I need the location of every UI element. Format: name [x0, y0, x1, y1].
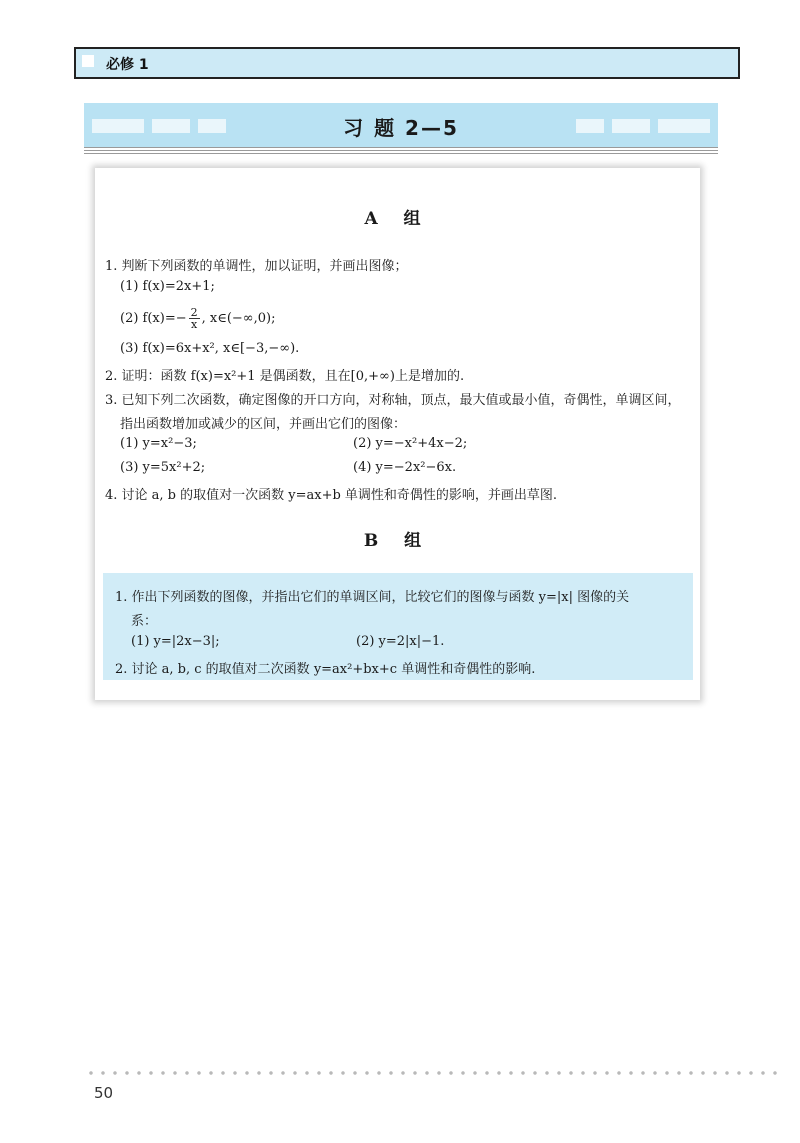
- question-a3-stem-line1: 3. 已知下列二次函数，确定图像的开口方向，对称轴，顶点，最大值或最小值，奇偶性，单调区间，: [105, 393, 681, 408]
- question-a1-part2: [120, 307, 276, 330]
- group-b-panel: [103, 573, 693, 680]
- question-a3-stem-line2: 指出函数增加或减少的区间，并画出它们的图像：: [120, 417, 407, 432]
- question-a3-part1: (1) y=x²−3;: [120, 436, 197, 451]
- footer-dotted-line: [85, 1071, 785, 1075]
- question-a1-part1: (1) f(x)=2x+1;: [120, 279, 215, 294]
- fraction-numerator: 2: [190, 306, 198, 319]
- question-b1-part2: (2) y=2|x|−1.: [356, 634, 445, 649]
- question-b1-part1: (1) y=|2x−3|;: [131, 634, 220, 649]
- question-a3-part2: (2) y=−x²+4x−2;: [353, 436, 468, 451]
- question-a2: 2. 证明：函数 f(x)=x²+1 是偶函数，且在[0,+∞)上是增加的.: [105, 369, 465, 384]
- question-b2: 2. 讨论 a, b, c 的取值对二次函数 y=ax²+bx+c 单调性和奇偶性的影响.: [115, 662, 536, 677]
- question-a1-stem: 1. 判断下列函数的单调性，加以证明，并画出图像；: [105, 259, 408, 274]
- exercise-title-bar: [84, 103, 718, 147]
- group-b-title: B 组: [363, 531, 432, 551]
- chapter-header: [74, 47, 740, 79]
- fraction-denominator: x: [191, 318, 198, 331]
- page-number: 50: [94, 1084, 114, 1102]
- exercise-title: 习 题 2—5: [343, 116, 459, 140]
- question-b1-line2: 系：: [131, 614, 158, 629]
- group-a-title: A 组: [364, 209, 431, 229]
- question-a3-part4: (4) y=−2x²−6x.: [353, 460, 457, 475]
- question-a1-part2-suffix: , x∈(−∞,0);: [201, 311, 276, 326]
- question-a1-part2-prefix: (2) f(x)=−: [120, 311, 187, 326]
- question-a3-part3: (3) y=5x²+2;: [120, 460, 206, 475]
- title-underline-stripes: [84, 147, 718, 156]
- question-a4: 4. 讨论 a, b 的取值对一次函数 y=ax+b 单调性和奇偶性的影响，并画出草图.: [105, 488, 558, 503]
- question-a1-part3: (3) f(x)=6x+x², x∈[−3,−∞).: [120, 341, 300, 356]
- exercise-card: [95, 168, 700, 700]
- fraction: [189, 307, 200, 330]
- chapter-label: 必修 1: [106, 57, 149, 73]
- header-square-icon: [82, 55, 94, 67]
- question-b1-line1: 1. 作出下列函数的图像，并指出它们的单调区间，比较它们的图像与函数 y=|x| 图像的关: [115, 590, 630, 605]
